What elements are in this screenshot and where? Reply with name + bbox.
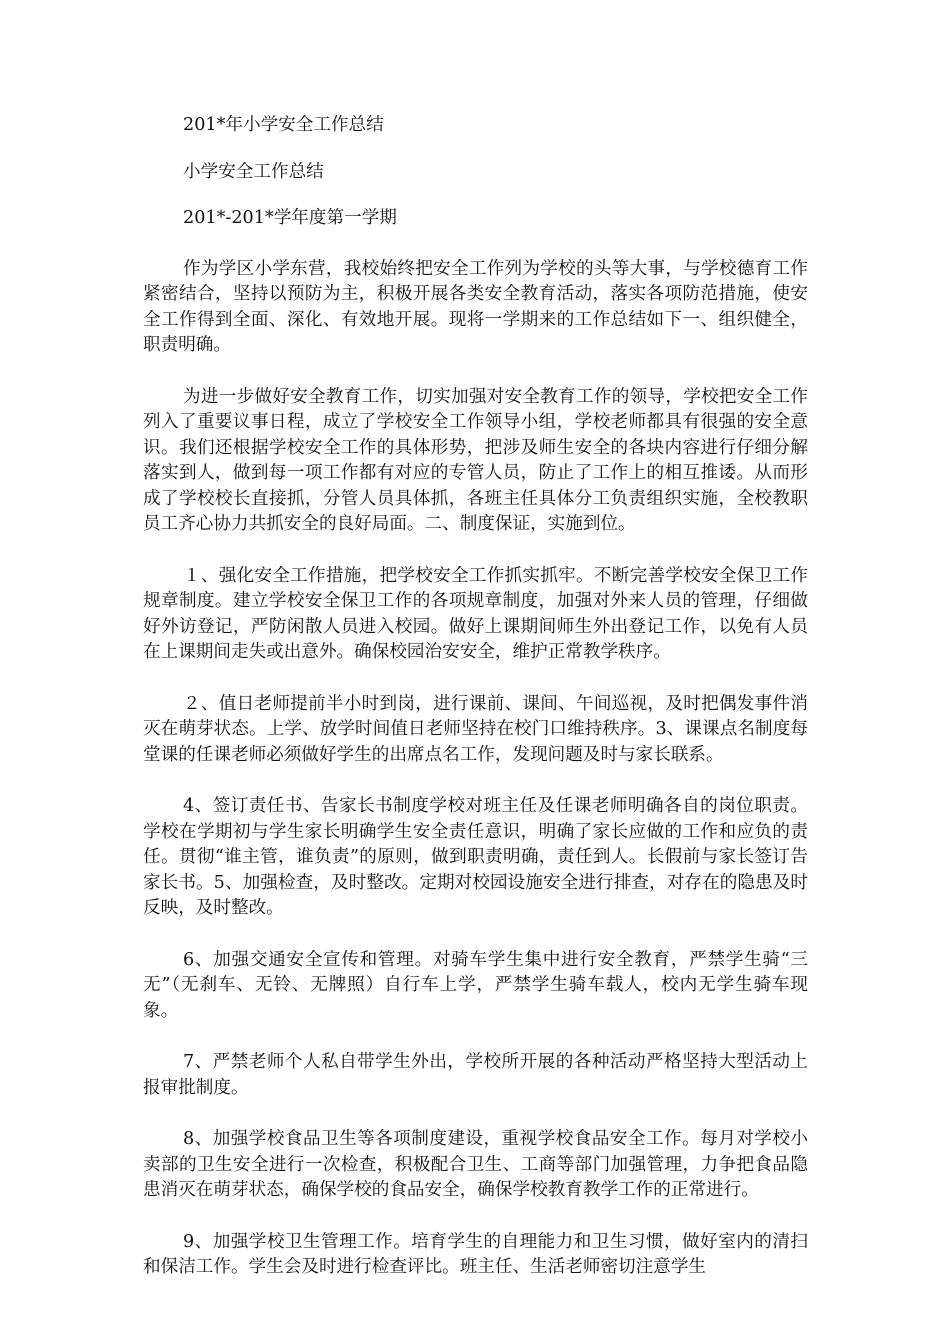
paragraph-organization: 为进一步做好安全教育工作，切实加强对安全教育工作的领导，学校把安全工作列入了重要议事日程，成立了学校安全工作领导小组，学校老师都具有很强的安全意识。我们还根据学校安全工作的具体形势，把涉及师生安全的各块内容进行仔细分解落实到人，做到每一项工作都有对应的专管人员，防止了工作上的相互推诿。从而形成了学校校长直接抓，分管人员具体抓，各班主任具体分工负责组织实施，全校教职员工齐心协力共抓安全的良好局面。二、制度保证，实施到位。 xyxy=(143,386,808,534)
paragraph-item-9: 9、加强学校卫生管理工作。培育学生的自理能力和卫生习惯，做好室内的清扫和保洁工作。学生会及时进行检查评比。班主任、生活老师密切注意学生 xyxy=(143,1231,808,1277)
paragraph-item-6: 6、加强交通安全宣传和管理。对骑车学生集中进行安全教育，严禁学生骑“三无”（无刹车、无铃、无牌照）自行车上学，严禁学生骑车载人，校内无学生骑车现象。 xyxy=(143,949,808,1021)
paragraph-item-1: １、强化安全工作措施，把学校安全工作抓实抓牢。不断完善学校安全保卫工作规章制度。建立学校安全保卫工作的各项规章制度，加强对外来人员的管理，仔细做好外访登记，严防闲散人员进入校园。做好上课期间师生外出登记工作，以免有人员在上课期间走失或出意外。确保校园治安安全，维护正常教学秩序。 xyxy=(143,565,808,662)
document-subtitle: 小学安全工作总结 xyxy=(183,161,324,182)
paragraph-item-7: 7、严禁老师个人私自带学生外出，学校所开展的各种活动严格坚持大型活动上报审批制度。 xyxy=(143,1052,808,1098)
paragraph-item-8: 8、加强学校食品卫生等各项制度建设，重视学校食品安全工作。每月对学校小卖部的卫生安全进行一次检查，积极配合卫生、工商等部门加强管理，力争把食品隐患消灭在萌芽状态，确保学校的食品安全，确保学校教育教学工作的正常进行。 xyxy=(143,1129,808,1200)
document-body xyxy=(143,113,808,1307)
paragraph-intro: 作为学区小学东营，我校始终把安全工作列为学校的头等大事，与学校德育工作紧密结合，坚持以预防为主，积极开展各类安全教育活动，落实各项防范措施，使安全工作得到全面、深化、有效地开展。现将一学期来的工作总结如下一、组织健全，职责明确。 xyxy=(143,258,808,355)
paragraph-item-4: 4、签订责任书、告家长书制度学校对班主任及任课老师明确各自的岗位职责。学校在学期初与学生家长明确学生安全责任意识，明确了家长应做的工作和应负的责任。贯彻“谁主管，谁负责”的原则，做到职责明确，责任到人。长假前与家长签订告家长书。5、加强检查，及时整改。定期对校园设施安全进行排查，对存在的隐患及时反映，及时整改。 xyxy=(143,796,808,918)
document-term: 201*-201*学年度第一学期 xyxy=(183,208,397,228)
paragraph-item-2: ２、值日老师提前半小时到岗，进行课前、课间、午间巡视，及时把偶发事件消灭在萌芽状态。上学、放学时间值日老师坚持在校门口维持秩序。3、课课点名制度每堂课的任课老师必须做好学生的出席点名工作，发现问题及时与家长联系。 xyxy=(143,693,808,765)
document-title: 201*年小学安全工作总结 xyxy=(183,115,384,135)
